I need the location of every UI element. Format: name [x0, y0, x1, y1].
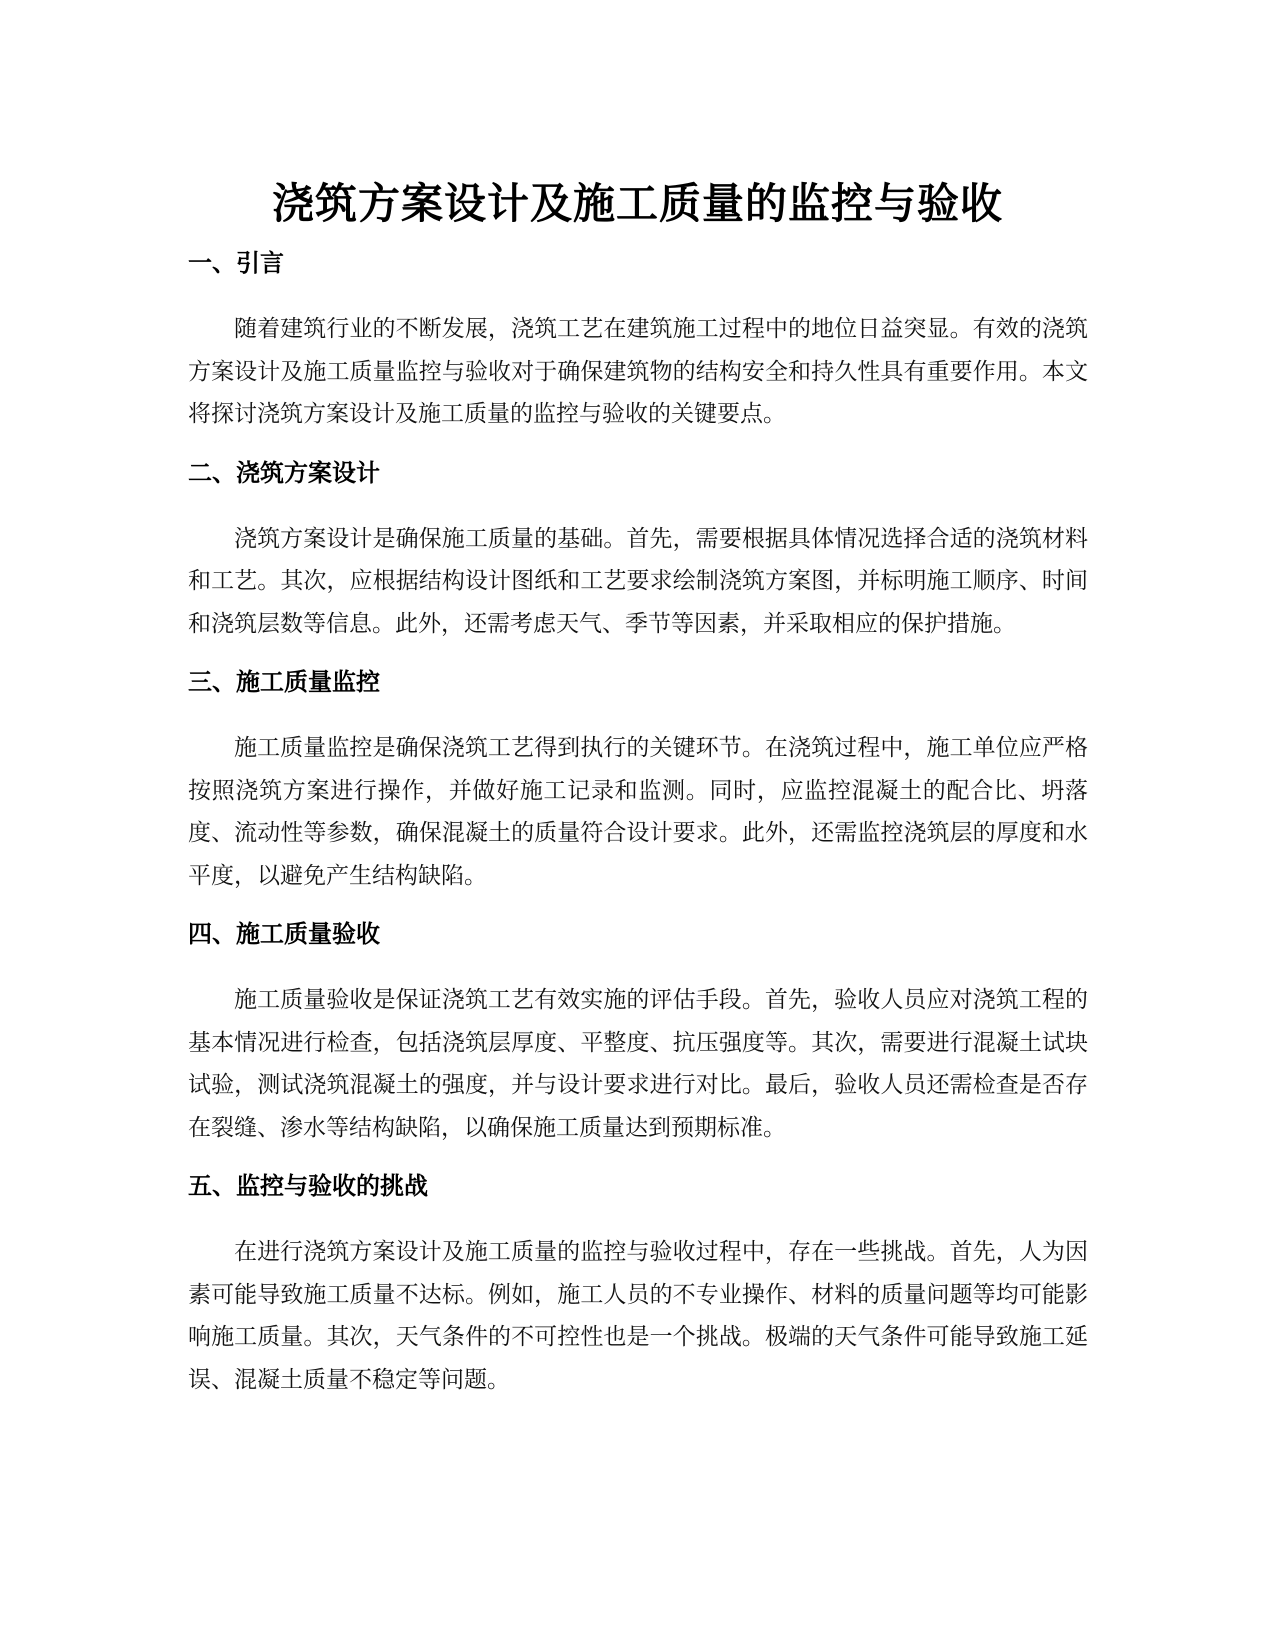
section-paragraph-pour-plan-design: 浇筑方案设计是确保施工质量的基础。首先，需要根据具体情况选择合适的浇筑材料和工艺。其次，应根据结构设计图纸和工艺要求绘制浇筑方案图，并标明施工顺序、时间和浇筑层数等信息。此外，还需考虑天气、季节等因素，并采取相应的保护措施。 [188, 525, 1088, 637]
section-heading-introduction: 一、引言 [188, 249, 284, 277]
section-heading-challenges: 五、监控与验收的挑战 [188, 1172, 428, 1200]
section-paragraph-quality-monitoring: 施工质量监控是确保浇筑工艺得到执行的关键环节。在浇筑过程中，施工单位应严格按照浇筑方案进行操作，并做好施工记录和监测。同时，应监控混凝土的配合比、坍落度、流动性等参数，确保混凝土的质量符合设计要求。此外，还需监控浇筑层的厚度和水平度，以避免产生结构缺陷。 [188, 735, 1088, 889]
section-paragraph-quality-acceptance: 施工质量验收是保证浇筑工艺有效实施的评估手段。首先，验收人员应对浇筑工程的基本情况进行检查，包括浇筑层厚度、平整度、抗压强度等。其次，需要进行混凝土试块试验，测试浇筑混凝土的强度，并与设计要求进行对比。最后，验收人员还需检查是否存在裂缝、渗水等结构缺陷，以确保施工质量达到预期标准。 [188, 987, 1088, 1141]
section-paragraph-introduction: 随着建筑行业的不断发展，浇筑工艺在建筑施工过程中的地位日益突显。有效的浇筑方案设计及施工质量监控与验收对于确保建筑物的结构安全和持久性具有重要作用。本文将探讨浇筑方案设计及施工质量的监控与验收的关键要点。 [188, 316, 1088, 427]
document-body [188, 246, 1088, 1421]
document-title: 浇筑方案设计及施工质量的监控与验收 [271, 179, 1003, 229]
section-pour-plan-design [188, 456, 1088, 646]
section-quality-monitoring [188, 665, 1088, 897]
section-introduction [188, 246, 1088, 436]
section-heading-pour-plan-design: 二、浇筑方案设计 [188, 458, 380, 487]
section-paragraph-challenges: 在进行浇筑方案设计及施工质量的监控与验收过程中，存在一些挑战。首先，人为因素可能导致施工质量不达标。例如，施工人员的不专业操作、材料的质量问题等均可能影响施工质量。其次，天气条件的不可控性也是一个挑战。极端的天气条件可能导致施工延误、混凝土质量不稳定等问题。 [188, 1239, 1088, 1393]
section-challenges [188, 1169, 1088, 1401]
section-heading-quality-monitoring: 三、施工质量监控 [188, 668, 380, 696]
section-heading-quality-acceptance: 四、施工质量验收 [188, 920, 380, 948]
section-quality-acceptance [188, 917, 1088, 1149]
